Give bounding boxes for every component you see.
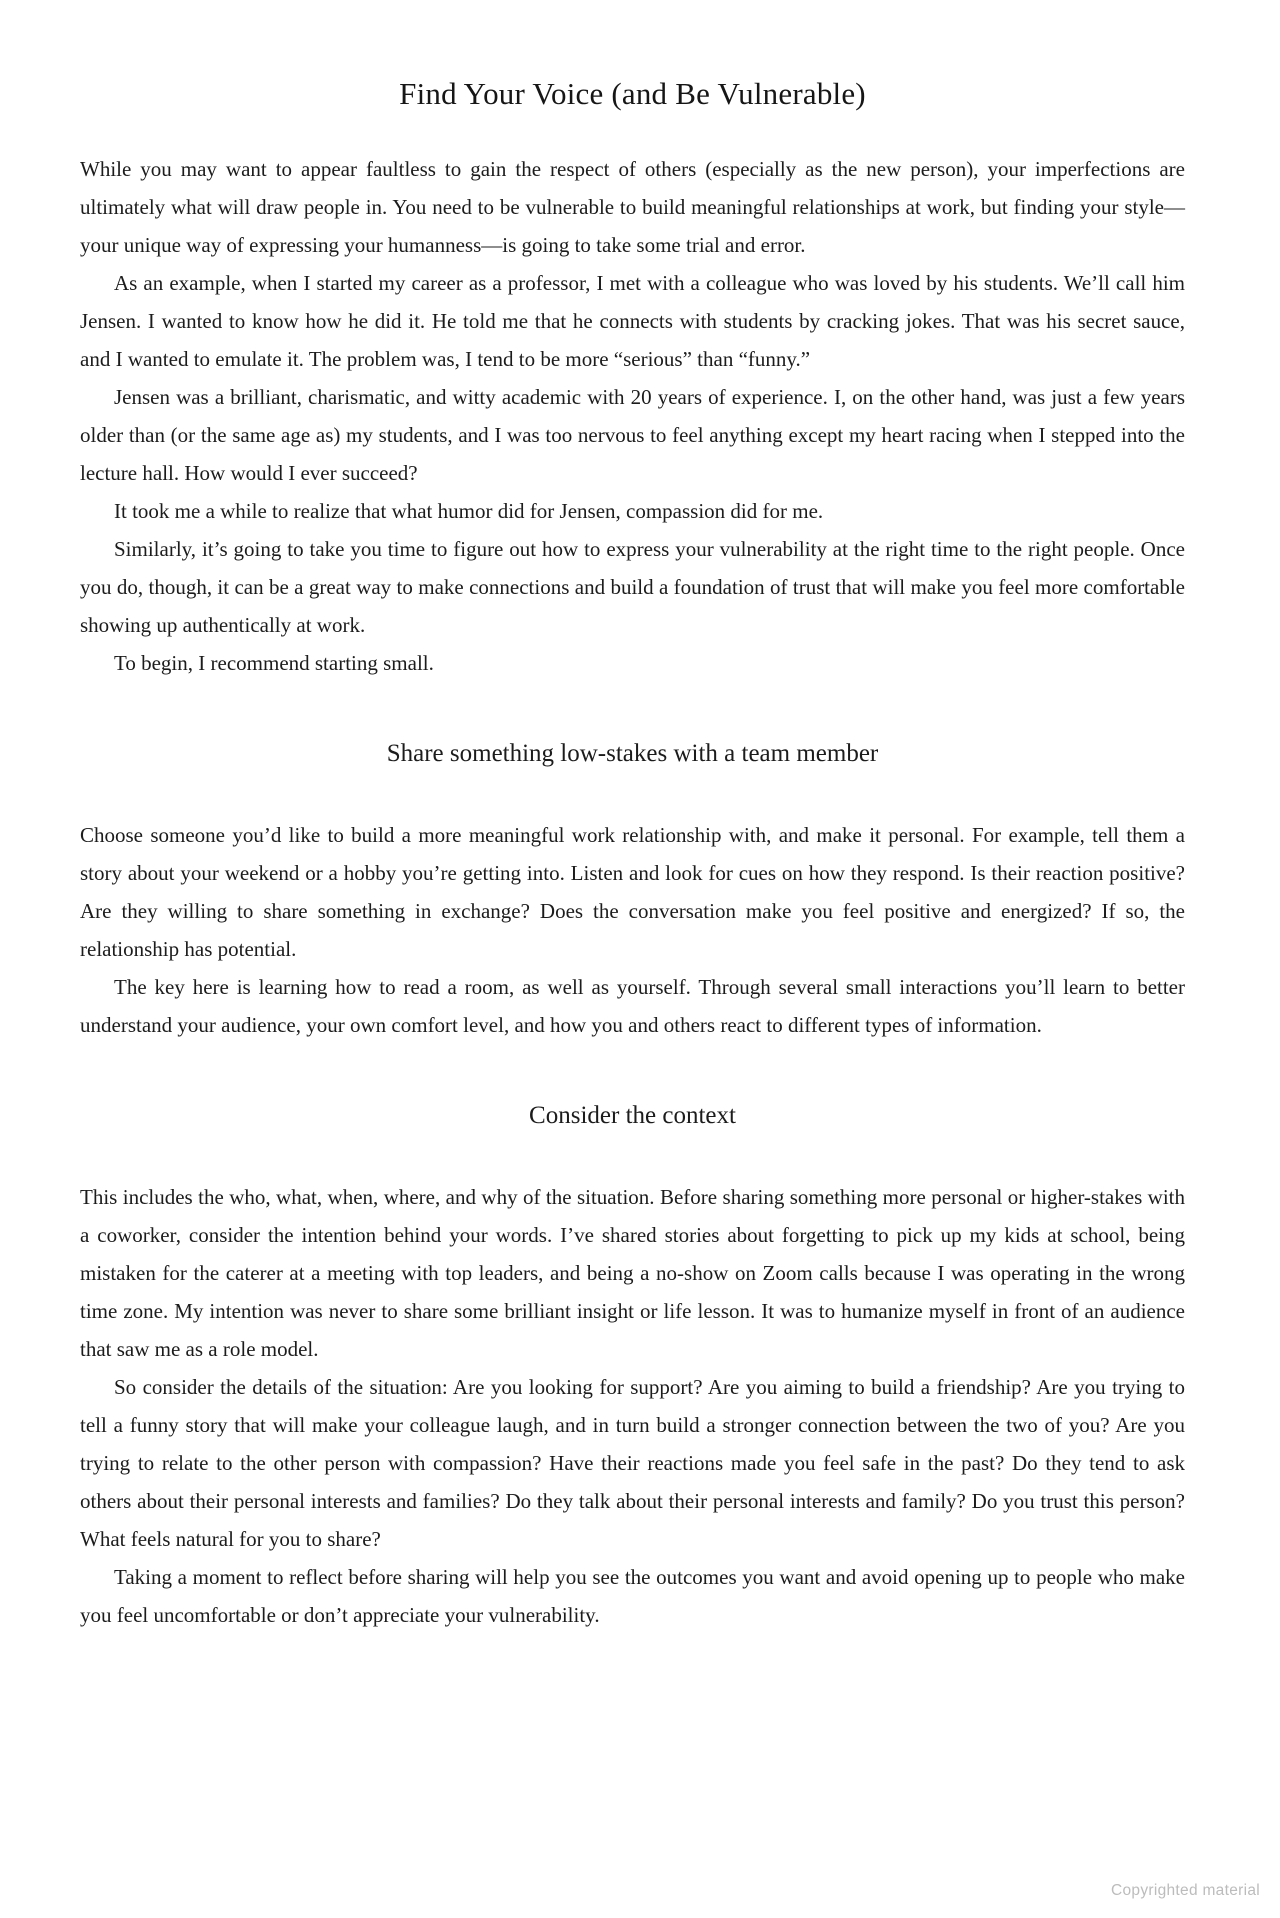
paragraph: The key here is learning how to read a room, as well as yourself. Through several small interactions you’ll learn to better understand your audience, your own comfort level, and how you and others react to different types of information.	[80, 975, 1185, 1037]
section-heading-share-something: Share something low-stakes with a team member	[386, 740, 879, 767]
paragraph: Jensen was a brilliant, charismatic, and witty academic with 20 years of experience. I, on the other hand, was just a few years older than (or the same age as) my students, and I was too nervous to feel anything except my heart racing when I stepped into the lecture hall. How would I ever succeed?	[80, 385, 1185, 485]
paragraph: This includes the who, what, when, where, and why of the situation. Before sharing something more personal or higher-stakes with a coworker, consider the intention behind your words. I’ve shared stories about forgetting to pick up my kids at school, being mistaken for the caterer at a meeting with top leaders, and being a no-show on Zoom calls because I was operating in the wrong time zone. My intention was never to share some brilliant insight or life lesson. It was to humanize myself in front of an audience that saw me as a role model.	[80, 1185, 1185, 1361]
paragraph: Taking a moment to reflect before sharing will help you see the outcomes you want and avoid opening up to people who make you feel uncomfortable or don’t appreciate your vulnerability.	[80, 1565, 1185, 1627]
paragraph: So consider the details of the situation: Are you looking for support? Are you aiming to build a friendship? Are you trying to tell a funny story that will make your colleague laugh, and in turn build a stronger connection between the two of you? Are you trying to relate to the other person with compassion? Have their reactions made you feel safe in the past? Do they tend to ask others about their personal interests and families? Do they talk about their personal interests and family? Do you trust this person? What feels natural for you to share?	[80, 1375, 1185, 1551]
copyright-watermark: Copyrighted material	[1110, 1882, 1260, 1899]
paragraph: While you may want to appear faultless to gain the respect of others (especially as the new person), your imperfections are ultimately what will draw people in. You need to be vulnerable to build meaningful relationships at work, but finding your style—your unique way of expressing your humanness—is going to take some trial and error.	[80, 157, 1185, 257]
paragraph: Similarly, it’s going to take you time to figure out how to express your vulnerability at the right time to the right people. Once you do, though, it can be a great way to make connections and build a foundation of trust that will make you feel more comfortable showing up authentically at work.	[80, 537, 1185, 637]
paragraph: To begin, I recommend starting small.	[114, 651, 434, 675]
paragraph: As an example, when I started my career as a professor, I met with a colleague who was loved by his students. We’ll call him Jensen. I wanted to know how he did it. He told me that he connects with students by cracking jokes. That was his secret sauce, and I wanted to emulate it. The problem was, I tend to be more “serious” than “funny.”	[80, 271, 1185, 371]
paragraph: Choose someone you’d like to build a more meaningful work relationship with, and make it personal. For example, tell them a story about your weekend or a hobby you’re getting into. Listen and look for cues on how they respond. Is their reaction positive? Are they willing to share something in exchange? Does the conversation make you feel positive and energized? If so, the relationship has potential.	[80, 823, 1185, 961]
page-title: Find Your Voice (and Be Vulnerable)	[399, 76, 866, 111]
section-heading-consider-context: Consider the context	[529, 1102, 736, 1129]
paragraph: It took me a while to realize that what humor did for Jensen, compassion did for me.	[114, 499, 824, 523]
